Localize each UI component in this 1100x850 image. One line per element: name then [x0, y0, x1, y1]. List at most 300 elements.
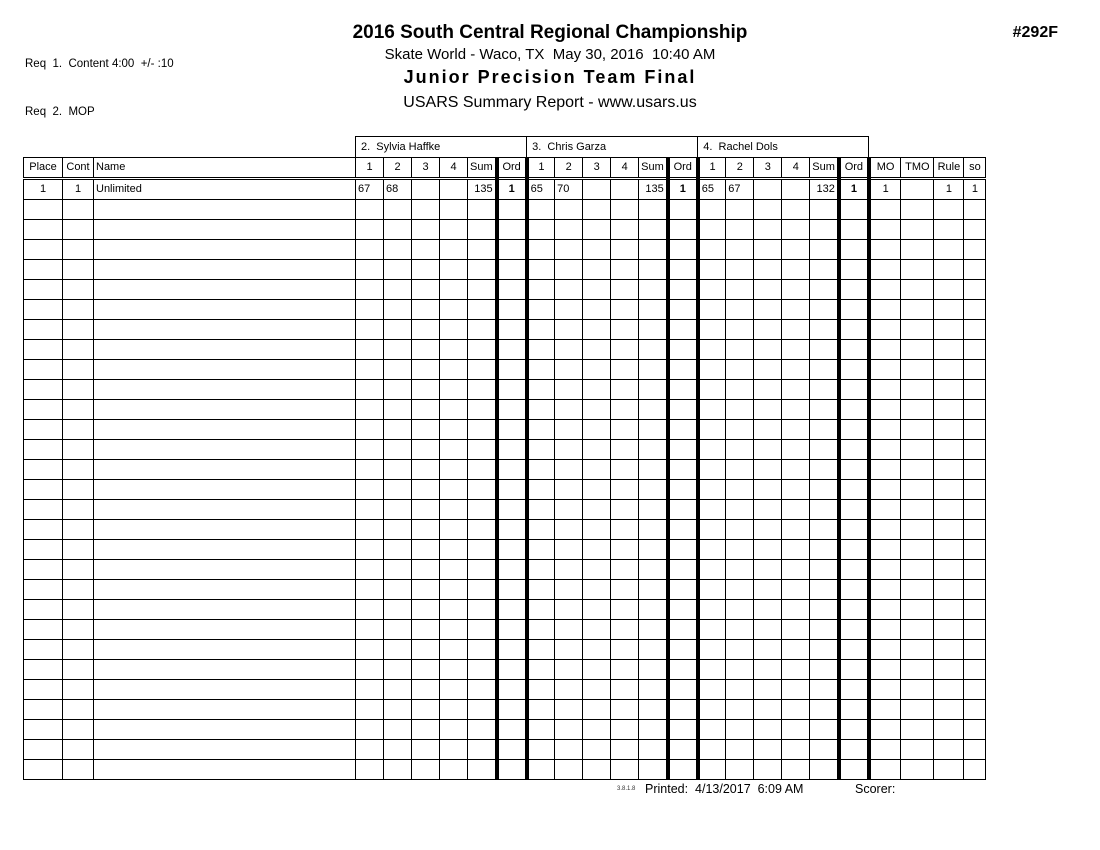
- empty-cell: [726, 560, 754, 580]
- empty-cell: [668, 480, 698, 500]
- empty-cell: [934, 760, 964, 780]
- empty-cell: [668, 280, 698, 300]
- empty-cell: [412, 420, 440, 440]
- col-header-name: Name: [94, 158, 356, 179]
- empty-cell: [497, 400, 527, 420]
- empty-cell: [497, 380, 527, 400]
- empty-cell: [754, 240, 782, 260]
- empty-cell: [726, 280, 754, 300]
- empty-cell: [726, 660, 754, 680]
- empty-cell: [356, 220, 384, 240]
- empty-cell: [964, 360, 986, 380]
- empty-cell: [412, 700, 440, 720]
- empty-cell: [810, 680, 839, 700]
- empty-cell: [583, 740, 611, 760]
- empty-cell: [639, 760, 668, 780]
- empty-cell: [555, 500, 583, 520]
- empty-cell: [384, 480, 412, 500]
- empty-cell: [583, 340, 611, 360]
- empty-cell: [63, 220, 94, 240]
- empty-cell: [384, 240, 412, 260]
- empty-cell: [698, 400, 726, 420]
- empty-cell: [527, 520, 555, 540]
- empty-cell: [698, 760, 726, 780]
- empty-cell: [726, 340, 754, 360]
- empty-cell: [94, 360, 356, 380]
- mo-value: 1: [869, 179, 901, 200]
- empty-cell: [726, 220, 754, 240]
- empty-cell: [440, 540, 468, 560]
- doc-number: #292F: [1012, 24, 1058, 41]
- col-header-j2-mark4: 4: [440, 158, 468, 179]
- empty-cell: [901, 720, 934, 740]
- empty-cell: [901, 580, 934, 600]
- empty-cell: [869, 740, 901, 760]
- empty-cell: [611, 540, 639, 560]
- empty-cell: [810, 720, 839, 740]
- empty-cell: [964, 380, 986, 400]
- empty-cell: [668, 580, 698, 600]
- empty-cell: [869, 200, 901, 220]
- empty-cell: [782, 620, 810, 640]
- empty-cell: [583, 520, 611, 540]
- empty-cell: [901, 660, 934, 680]
- empty-cell: [639, 440, 668, 460]
- empty-cell: [24, 460, 63, 480]
- empty-cell: [901, 680, 934, 700]
- empty-cell: [527, 620, 555, 640]
- empty-cell: [668, 200, 698, 220]
- empty-cell: [24, 640, 63, 660]
- empty-cell: [583, 320, 611, 340]
- empty-cell: [555, 460, 583, 480]
- empty-row: [24, 340, 986, 360]
- empty-cell: [754, 720, 782, 740]
- empty-cell: [583, 720, 611, 740]
- event-title: Junior Precision Team Final: [403, 67, 697, 87]
- empty-cell: [412, 440, 440, 460]
- col-header-j4-ord: Ord: [839, 158, 869, 179]
- empty-cell: [611, 200, 639, 220]
- empty-cell: [24, 420, 63, 440]
- empty-cell: [782, 500, 810, 520]
- empty-cell: [869, 540, 901, 560]
- empty-row: [24, 500, 986, 520]
- empty-cell: [63, 280, 94, 300]
- empty-cell: [726, 620, 754, 640]
- empty-cell: [611, 600, 639, 620]
- empty-cell: [356, 320, 384, 340]
- empty-cell: [555, 740, 583, 760]
- empty-cell: [497, 360, 527, 380]
- empty-cell: [94, 340, 356, 360]
- empty-cell: [497, 340, 527, 360]
- empty-cell: [440, 500, 468, 520]
- empty-cell: [527, 360, 555, 380]
- empty-cell: [901, 280, 934, 300]
- empty-cell: [468, 200, 497, 220]
- empty-cell: [964, 460, 986, 480]
- empty-cell: [24, 380, 63, 400]
- judge-header-row: [24, 137, 986, 158]
- empty-cell: [901, 540, 934, 560]
- empty-cell: [440, 720, 468, 740]
- empty-cell: [555, 320, 583, 340]
- empty-cell: [611, 500, 639, 520]
- empty-cell: [726, 520, 754, 540]
- empty-cell: [94, 300, 356, 320]
- empty-cell: [698, 540, 726, 560]
- empty-cell: [440, 520, 468, 540]
- empty-cell: [412, 360, 440, 380]
- empty-cell: [782, 440, 810, 460]
- empty-cell: [384, 380, 412, 400]
- empty-cell: [497, 200, 527, 220]
- empty-cell: [440, 300, 468, 320]
- empty-cell: [468, 420, 497, 440]
- empty-cell: [468, 480, 497, 500]
- empty-cell: [412, 720, 440, 740]
- empty-cell: [468, 740, 497, 760]
- empty-cell: [869, 400, 901, 420]
- empty-row: [24, 380, 986, 400]
- empty-cell: [94, 660, 356, 680]
- empty-cell: [839, 460, 869, 480]
- empty-cell: [934, 740, 964, 760]
- empty-cell: [440, 320, 468, 340]
- empty-cell: [726, 540, 754, 560]
- empty-cell: [94, 620, 356, 640]
- empty-cell: [527, 720, 555, 740]
- empty-cell: [964, 260, 986, 280]
- empty-cell: [668, 400, 698, 420]
- empty-cell: [782, 400, 810, 420]
- empty-cell: [639, 240, 668, 260]
- col-header-j2-sum: Sum: [468, 158, 497, 179]
- empty-cell: [869, 600, 901, 620]
- empty-cell: [698, 600, 726, 620]
- empty-cell: [555, 620, 583, 640]
- empty-cell: [63, 480, 94, 500]
- empty-cell: [94, 260, 356, 280]
- empty-cell: [611, 680, 639, 700]
- empty-cell: [412, 460, 440, 480]
- empty-cell: [782, 280, 810, 300]
- empty-cell: [468, 500, 497, 520]
- empty-cell: [527, 580, 555, 600]
- empty-row: [24, 480, 986, 500]
- printed-gap: [688, 782, 695, 796]
- empty-cell: [497, 480, 527, 500]
- empty-cell: [754, 320, 782, 340]
- empty-row: [24, 420, 986, 440]
- col-header-so: so: [964, 158, 986, 179]
- col-header-j3-mark4: 4: [611, 158, 639, 179]
- empty-cell: [901, 320, 934, 340]
- empty-cell: [24, 260, 63, 280]
- empty-cell: [698, 380, 726, 400]
- empty-cell: [611, 260, 639, 280]
- empty-cell: [412, 560, 440, 580]
- empty-cell: [782, 680, 810, 700]
- empty-cell: [583, 260, 611, 280]
- empty-cell: [583, 700, 611, 720]
- empty-cell: [24, 300, 63, 320]
- empty-cell: [810, 660, 839, 680]
- empty-cell: [754, 400, 782, 420]
- empty-cell: [440, 240, 468, 260]
- empty-row: [24, 680, 986, 700]
- empty-cell: [555, 580, 583, 600]
- empty-cell: [668, 300, 698, 320]
- col-header-j4-mark3: 3: [754, 158, 782, 179]
- empty-cell: [668, 680, 698, 700]
- empty-cell: [698, 460, 726, 480]
- empty-cell: [94, 580, 356, 600]
- col-header-cont: Cont: [63, 158, 94, 179]
- empty-cell: [668, 320, 698, 340]
- empty-cell: [94, 720, 356, 740]
- empty-cell: [24, 240, 63, 260]
- empty-cell: [384, 740, 412, 760]
- printed-label: Printed:: [645, 782, 689, 796]
- empty-cell: [468, 380, 497, 400]
- empty-cell: [440, 260, 468, 280]
- empty-cell: [412, 280, 440, 300]
- empty-row: [24, 440, 986, 460]
- empty-cell: [63, 260, 94, 280]
- empty-cell: [611, 640, 639, 660]
- empty-cell: [497, 740, 527, 760]
- empty-cell: [726, 720, 754, 740]
- empty-cell: [412, 320, 440, 340]
- empty-cell: [384, 440, 412, 460]
- empty-cell: [611, 520, 639, 540]
- empty-cell: [839, 500, 869, 520]
- empty-cell: [839, 200, 869, 220]
- empty-cell: [527, 440, 555, 460]
- empty-cell: [639, 540, 668, 560]
- empty-cell: [94, 560, 356, 580]
- empty-cell: [63, 300, 94, 320]
- empty-cell: [356, 540, 384, 560]
- empty-cell: [810, 240, 839, 260]
- empty-cell: [869, 360, 901, 380]
- empty-cell: [384, 540, 412, 560]
- empty-cell: [468, 520, 497, 540]
- empty-cell: [782, 520, 810, 540]
- empty-cell: [63, 460, 94, 480]
- empty-cell: [810, 740, 839, 760]
- empty-cell: [698, 200, 726, 220]
- empty-cell: [555, 680, 583, 700]
- empty-cell: [611, 400, 639, 420]
- empty-cell: [810, 340, 839, 360]
- empty-cell: [839, 700, 869, 720]
- empty-cell: [869, 500, 901, 520]
- empty-cell: [726, 240, 754, 260]
- j2-mark4-value: [440, 179, 468, 200]
- empty-cell: [754, 300, 782, 320]
- empty-row: [24, 600, 986, 620]
- empty-cell: [555, 360, 583, 380]
- empty-cell: [412, 260, 440, 280]
- empty-cell: [94, 200, 356, 220]
- empty-cell: [94, 280, 356, 300]
- empty-cell: [611, 240, 639, 260]
- empty-cell: [698, 420, 726, 440]
- empty-cell: [24, 620, 63, 640]
- empty-cell: [555, 340, 583, 360]
- empty-cell: [639, 480, 668, 500]
- empty-cell: [782, 480, 810, 500]
- empty-cell: [497, 320, 527, 340]
- j4-mark1-value: 65: [698, 179, 726, 200]
- empty-cell: [583, 660, 611, 680]
- empty-cell: [698, 680, 726, 700]
- empty-cell: [754, 460, 782, 480]
- empty-cell: [412, 660, 440, 680]
- col-header-place: Place: [24, 158, 63, 179]
- empty-cell: [964, 600, 986, 620]
- empty-cell: [555, 760, 583, 780]
- empty-cell: [497, 520, 527, 540]
- empty-cell: [555, 440, 583, 460]
- j3-mark3-value: [583, 179, 611, 200]
- empty-cell: [24, 340, 63, 360]
- empty-cell: [839, 560, 869, 580]
- empty-cell: [412, 640, 440, 660]
- empty-cell: [555, 660, 583, 680]
- empty-cell: [555, 240, 583, 260]
- empty-cell: [24, 400, 63, 420]
- empty-cell: [964, 540, 986, 560]
- empty-cell: [726, 700, 754, 720]
- empty-cell: [356, 260, 384, 280]
- empty-cell: [384, 300, 412, 320]
- empty-cell: [698, 480, 726, 500]
- empty-cell: [356, 680, 384, 700]
- empty-cell: [964, 320, 986, 340]
- empty-cell: [611, 320, 639, 340]
- empty-row: [24, 620, 986, 640]
- empty-cell: [839, 760, 869, 780]
- empty-cell: [869, 280, 901, 300]
- empty-cell: [901, 560, 934, 580]
- empty-cell: [63, 340, 94, 360]
- empty-cell: [63, 540, 94, 560]
- empty-cell: [24, 560, 63, 580]
- empty-cell: [356, 580, 384, 600]
- empty-cell: [782, 240, 810, 260]
- empty-cell: [497, 440, 527, 460]
- empty-cell: [639, 260, 668, 280]
- empty-cell: [698, 340, 726, 360]
- empty-cell: [527, 380, 555, 400]
- empty-cell: [698, 740, 726, 760]
- empty-cell: [782, 560, 810, 580]
- empty-cell: [583, 400, 611, 420]
- empty-cell: [384, 700, 412, 720]
- empty-cell: [964, 680, 986, 700]
- empty-cell: [63, 580, 94, 600]
- empty-cell: [384, 600, 412, 620]
- empty-cell: [555, 560, 583, 580]
- empty-cell: [555, 420, 583, 440]
- empty-cell: [555, 380, 583, 400]
- empty-cell: [668, 560, 698, 580]
- empty-cell: [583, 560, 611, 580]
- empty-cell: [527, 480, 555, 500]
- empty-cell: [839, 300, 869, 320]
- score-table: [23, 136, 986, 780]
- empty-cell: [440, 340, 468, 360]
- empty-cell: [839, 340, 869, 360]
- empty-cell: [839, 740, 869, 760]
- empty-cell: [356, 560, 384, 580]
- column-header-row: [24, 158, 986, 179]
- empty-cell: [754, 700, 782, 720]
- empty-cell: [639, 460, 668, 480]
- empty-cell: [839, 600, 869, 620]
- empty-cell: [698, 500, 726, 520]
- team-name-value: Unlimited: [94, 179, 356, 200]
- empty-cell: [412, 480, 440, 500]
- empty-cell: [698, 560, 726, 580]
- j4-mark4-value: [782, 179, 810, 200]
- empty-cell: [934, 460, 964, 480]
- empty-cell: [440, 440, 468, 460]
- empty-row: [24, 400, 986, 420]
- empty-row: [24, 460, 986, 480]
- empty-cell: [839, 540, 869, 560]
- empty-cell: [726, 400, 754, 420]
- empty-cell: [611, 280, 639, 300]
- empty-cell: [934, 520, 964, 540]
- empty-cell: [384, 420, 412, 440]
- empty-cell: [810, 400, 839, 420]
- empty-cell: [869, 420, 901, 440]
- empty-cell: [356, 380, 384, 400]
- empty-cell: [24, 480, 63, 500]
- empty-cell: [901, 500, 934, 520]
- empty-cell: [63, 240, 94, 260]
- empty-cell: [412, 620, 440, 640]
- empty-cell: [24, 760, 63, 780]
- empty-cell: [24, 720, 63, 740]
- empty-row: [24, 640, 986, 660]
- empty-cell: [24, 580, 63, 600]
- col-header-mo: MO: [869, 158, 901, 179]
- empty-cell: [63, 380, 94, 400]
- empty-cell: [726, 460, 754, 480]
- empty-cell: [497, 280, 527, 300]
- empty-cell: [934, 220, 964, 240]
- empty-cell: [412, 600, 440, 620]
- empty-cell: [754, 580, 782, 600]
- empty-cell: [384, 520, 412, 540]
- col-header-tmo: TMO: [901, 158, 934, 179]
- empty-cell: [934, 240, 964, 260]
- empty-cell: [555, 480, 583, 500]
- empty-cell: [356, 280, 384, 300]
- empty-cell: [668, 620, 698, 640]
- empty-cell: [839, 440, 869, 460]
- empty-cell: [934, 380, 964, 400]
- empty-cell: [726, 640, 754, 660]
- j2-sum-value: 135: [468, 179, 497, 200]
- empty-cell: [527, 600, 555, 620]
